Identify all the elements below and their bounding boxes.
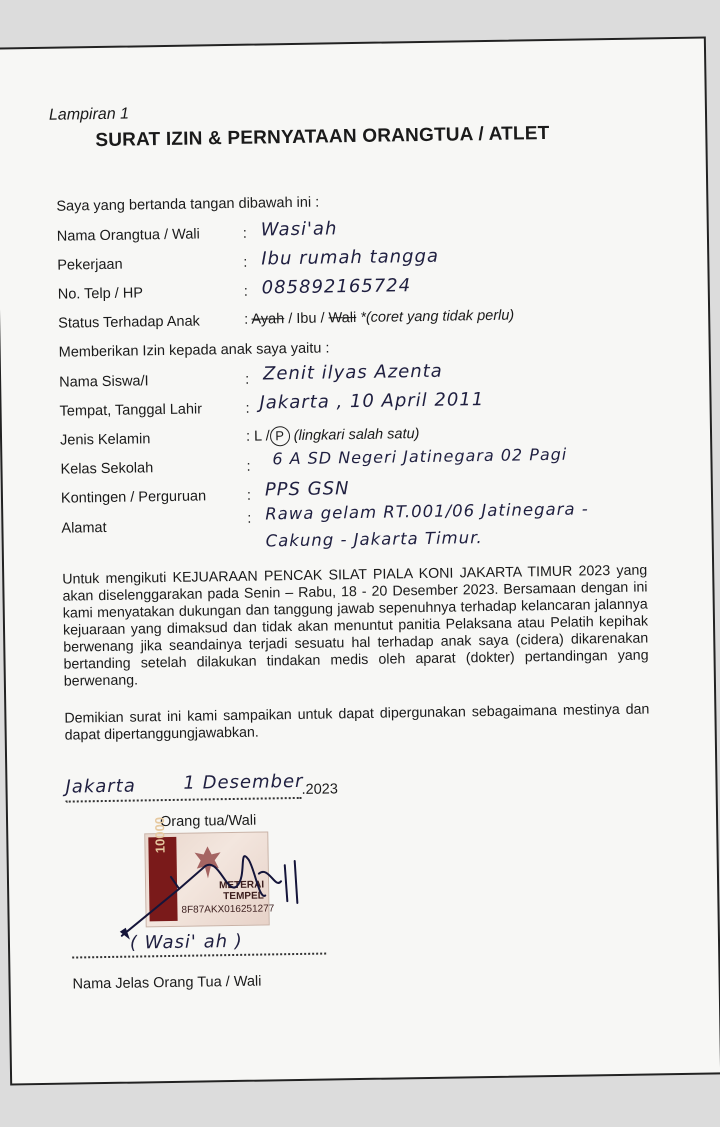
field-value-address-line1: Rawa gelam RT.001/06 Jatinegara - [265,499,589,524]
field-value-phone: 085892165724 [261,275,412,299]
status-wali: Wali [328,309,357,327]
name-dotted-line [72,953,326,959]
status-note: *(coret yang tidak perlu) [360,307,515,326]
closing-paragraph: Demikian surat ini kami sampaikan untuk dapat dipergunakan sebagaimana mestinya dan dapat dipertanggungjawabkan. [64,701,650,744]
field-value-status: : Ayah / Ibu / Wali *(coret yang tidak perlu) [244,307,515,328]
colon: : [242,225,248,242]
colon: : [247,510,252,527]
colon: : [243,283,248,300]
stamp-label-meterai: METERAI [218,879,265,892]
attachment-label: Lampiran 1 [48,105,130,124]
status-ibu: / Ibu / [284,310,329,328]
field-value-birth: Jakarta , 10 April 2011 [259,388,485,414]
gender-p-circled: P [270,426,290,446]
gender-l: L / [253,428,270,445]
field-value-contingent: PPS GSN [264,478,350,501]
field-label-status: Status Terhadap Anak [58,313,200,332]
letter-sheet [0,36,720,1085]
stamp-value: 10000 [151,816,168,854]
field-label-phone: No. Telp / HP [57,285,144,303]
field-label-occupation: Pekerjaan [57,256,123,274]
intro-text: Saya yang bertanda tangan dibawah ini : [56,194,320,215]
field-value-student-name: Zenit ilyas Azenta [262,360,443,385]
stamp-code: 8F87AKX016251277 [181,903,275,916]
colon: : [245,400,250,417]
gender-note: (lingkari salah satu) [293,426,420,444]
field-label-birth: Tempat, Tanggal Lahir [59,401,203,420]
colon: : [243,254,248,271]
handwritten-signature [108,825,310,948]
letter-title: SURAT IZIN & PERNYATAAN ORANGTUA / ATLET [95,122,550,152]
name-caption: Nama Jelas Orang Tua / Wali [72,973,262,993]
field-value-occupation: Ibu rumah tangga [261,245,440,270]
printed-name-handwritten: ( Wasi' ah ) [129,930,243,954]
field-value-address-line2: Cakung - Jakarta Timur. [265,528,483,551]
signature-date: 1 Desember [183,770,304,794]
field-label-gender: Jenis Kelamin [59,431,151,449]
status-ayah: Ayah [251,311,285,328]
permission-intro: Memberikan Izin kepada anak saya yaitu : [58,340,330,361]
field-label-address: Alamat [61,519,107,537]
field-value-gender: : L / P (lingkari salah satu) [245,426,420,445]
field-value-parent-name: Wasi'ah [260,218,338,241]
signature-year: .2023 [301,781,339,798]
colon: : [245,371,250,388]
statement-paragraph: Untuk mengikuti KEJUARAAN PENCAK SILAT PIALA KONI JAKARTA TIMUR 2023 yang akan diselenggarakan pada Senin – Rabu, 18 - 20 Desember 2023. Bersamaan dengan ini kami menyatakan dukungan dan tanggung jawab sepenuhnya terhadap kelancaran jalannya kejuaraan yang dimaksud dan tidak akan menuntut panitia Pelaksana atau Pelatih kepihak berwenang jika seandainya terjadi sesuatu hal terhadap anak saya (cidera) dikarenakan bertanding setelah dilakukan tindakan medis oleh aparat (dokter) pertandingan yang berwenang. [62,562,649,690]
field-label-contingent: Kontingen / Perguruan [60,488,207,507]
colon: : [246,487,252,504]
signature-role: Orang tua/Wali [159,812,257,831]
date-dotted-line [66,797,302,803]
field-label-student-name: Nama Siswa/I [59,373,149,391]
field-label-parent-name: Nama Orangtua / Wali [56,226,200,245]
signature-place: Jakarta [65,775,136,798]
stamp-label-tempel: TEMPEL [223,890,264,903]
field-value-class: 6 A SD Negeri Jatinegara 02 Pagi [272,444,568,469]
field-label-class: Kelas Sekolah [60,460,154,478]
colon: : [246,458,251,475]
